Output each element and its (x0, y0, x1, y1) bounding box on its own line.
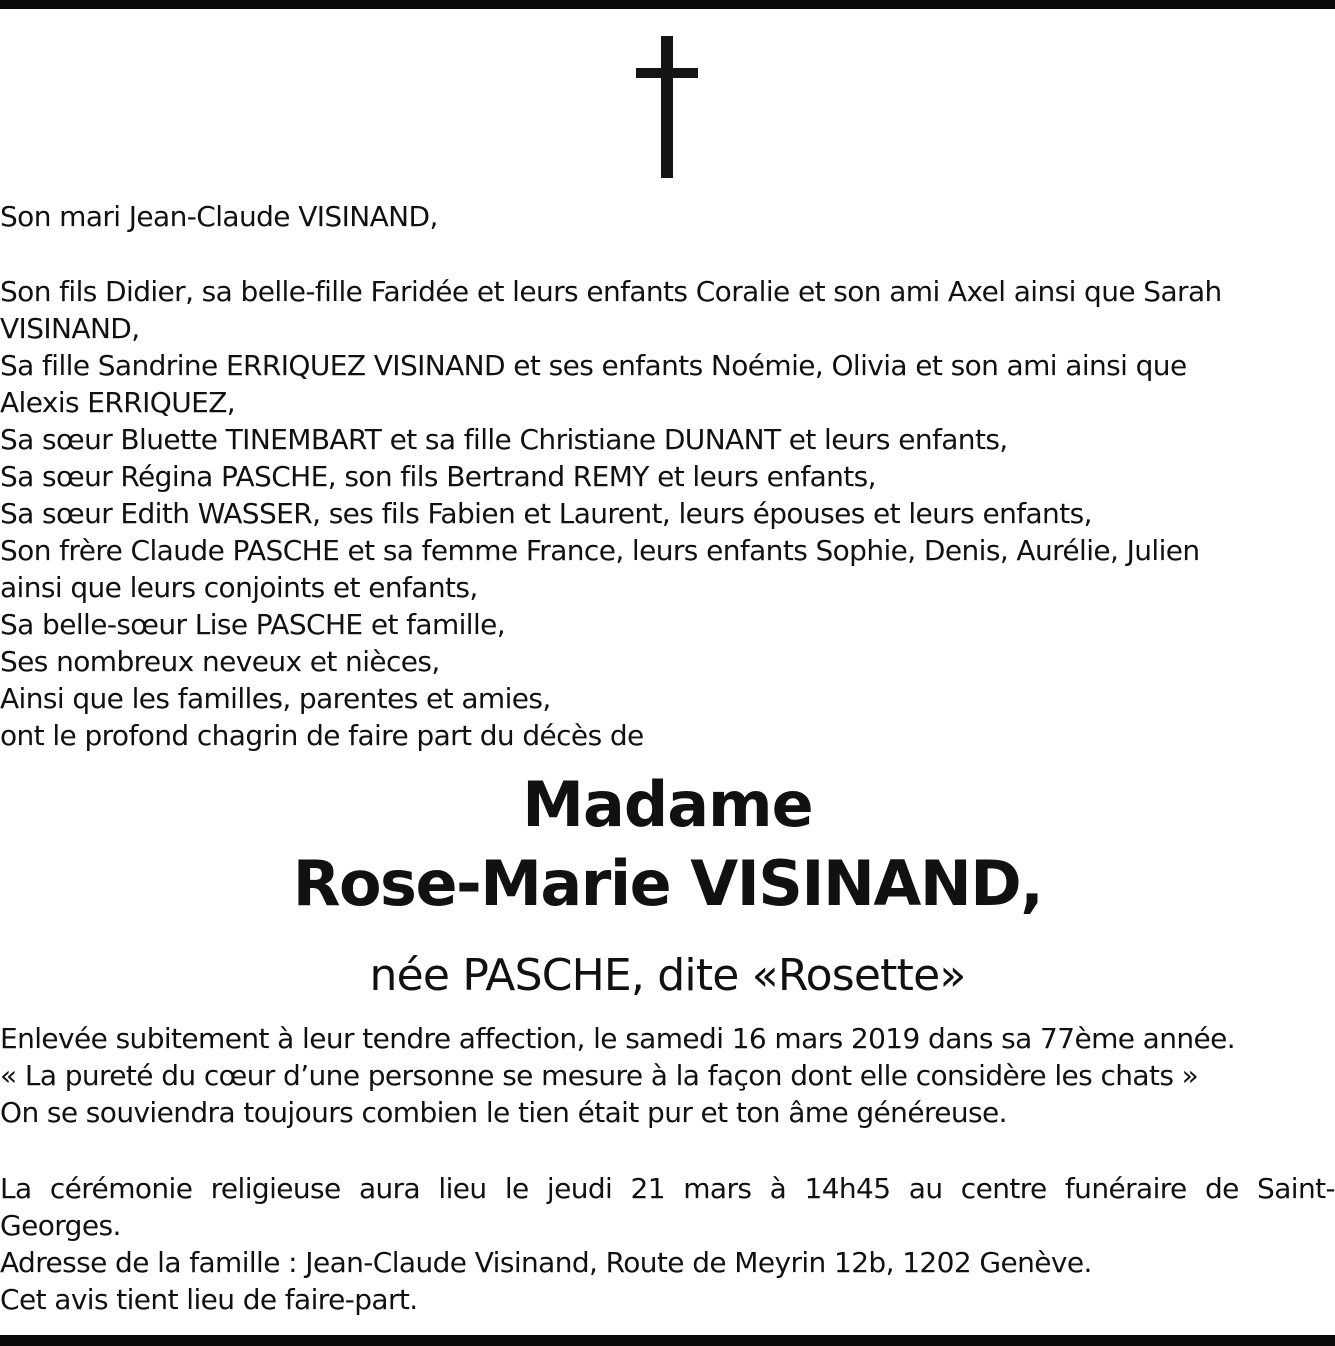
family-line: Ainsi que les familles, parentes et amies, (0, 682, 551, 715)
family-line: Son fils Didier, sa belle-fille Faridée et leurs enfants Coralie et son ami Axel ainsi que Sarah (0, 275, 1222, 308)
intro-line: Son mari Jean-Claude VISINAND, (0, 200, 438, 233)
notice-text (0, 1020, 1335, 1131)
family-line: Sa sœur Edith WASSER, ses fils Fabien et Laurent, leurs épouses et leurs enfants, (0, 497, 1092, 530)
bottom-rule (0, 1335, 1335, 1346)
notice-line: « La pureté du cœur d’une personne se mesure à la façon dont elle considère les chats » (0, 1059, 1199, 1092)
notice-line: Enlevée subitement à leur tendre affection, le samedi 16 mars 2019 dans sa 77ème année. (0, 1022, 1236, 1055)
top-rule (0, 0, 1335, 9)
ceremony-text (0, 1170, 1335, 1318)
notice-line: On se souviendra toujours combien le tien était pur et ton âme généreuse. (0, 1096, 1007, 1129)
ceremony-line: Adresse de la famille : Jean-Claude Visinand, Route de Meyrin 12b, 1202 Genève. (0, 1246, 1092, 1279)
intro-text (0, 198, 1335, 235)
family-line: Son frère Claude PASCHE et sa femme France, leurs enfants Sophie, Denis, Aurélie, Julien (0, 534, 1200, 567)
family-line: Sa belle-sœur Lise PASCHE et famille, (0, 608, 506, 641)
family-line: Ses nombreux neveux et nièces, (0, 645, 440, 678)
deceased-name: Rose-Marie VISINAND, (292, 847, 1043, 920)
ceremony-line: Georges. (0, 1209, 121, 1242)
cross-icon (636, 36, 698, 178)
family-line: VISINAND, (0, 312, 140, 345)
family-line: ont le profond chagrin de faire part du décès de (0, 719, 644, 752)
family-line: Sa sœur Régina PASCHE, son fils Bertrand REMY et leurs enfants, (0, 460, 876, 493)
deceased-title: Madame (522, 768, 813, 841)
family-line: Sa sœur Bluette TINEMBART et sa fille Christiane DUNANT et leurs enfants, (0, 423, 1008, 456)
family-line: Alexis ERRIQUEZ, (0, 386, 236, 419)
ceremony-line: Cet avis tient lieu de faire-part. (0, 1283, 418, 1316)
family-line: Sa fille Sandrine ERRIQUEZ VISINAND et ses enfants Noémie, Olivia et son ami ainsi que (0, 349, 1187, 382)
family-line: ainsi que leurs conjoints et enfants, (0, 571, 478, 604)
ceremony-line: La cérémonie religieuse aura lieu le jeudi 21 mars à 14h45 au centre funéraire de Saint- (0, 1172, 1335, 1205)
deceased-subtitle: née PASCHE, dite «Rosette» (369, 950, 966, 1001)
family-list (0, 273, 1335, 754)
